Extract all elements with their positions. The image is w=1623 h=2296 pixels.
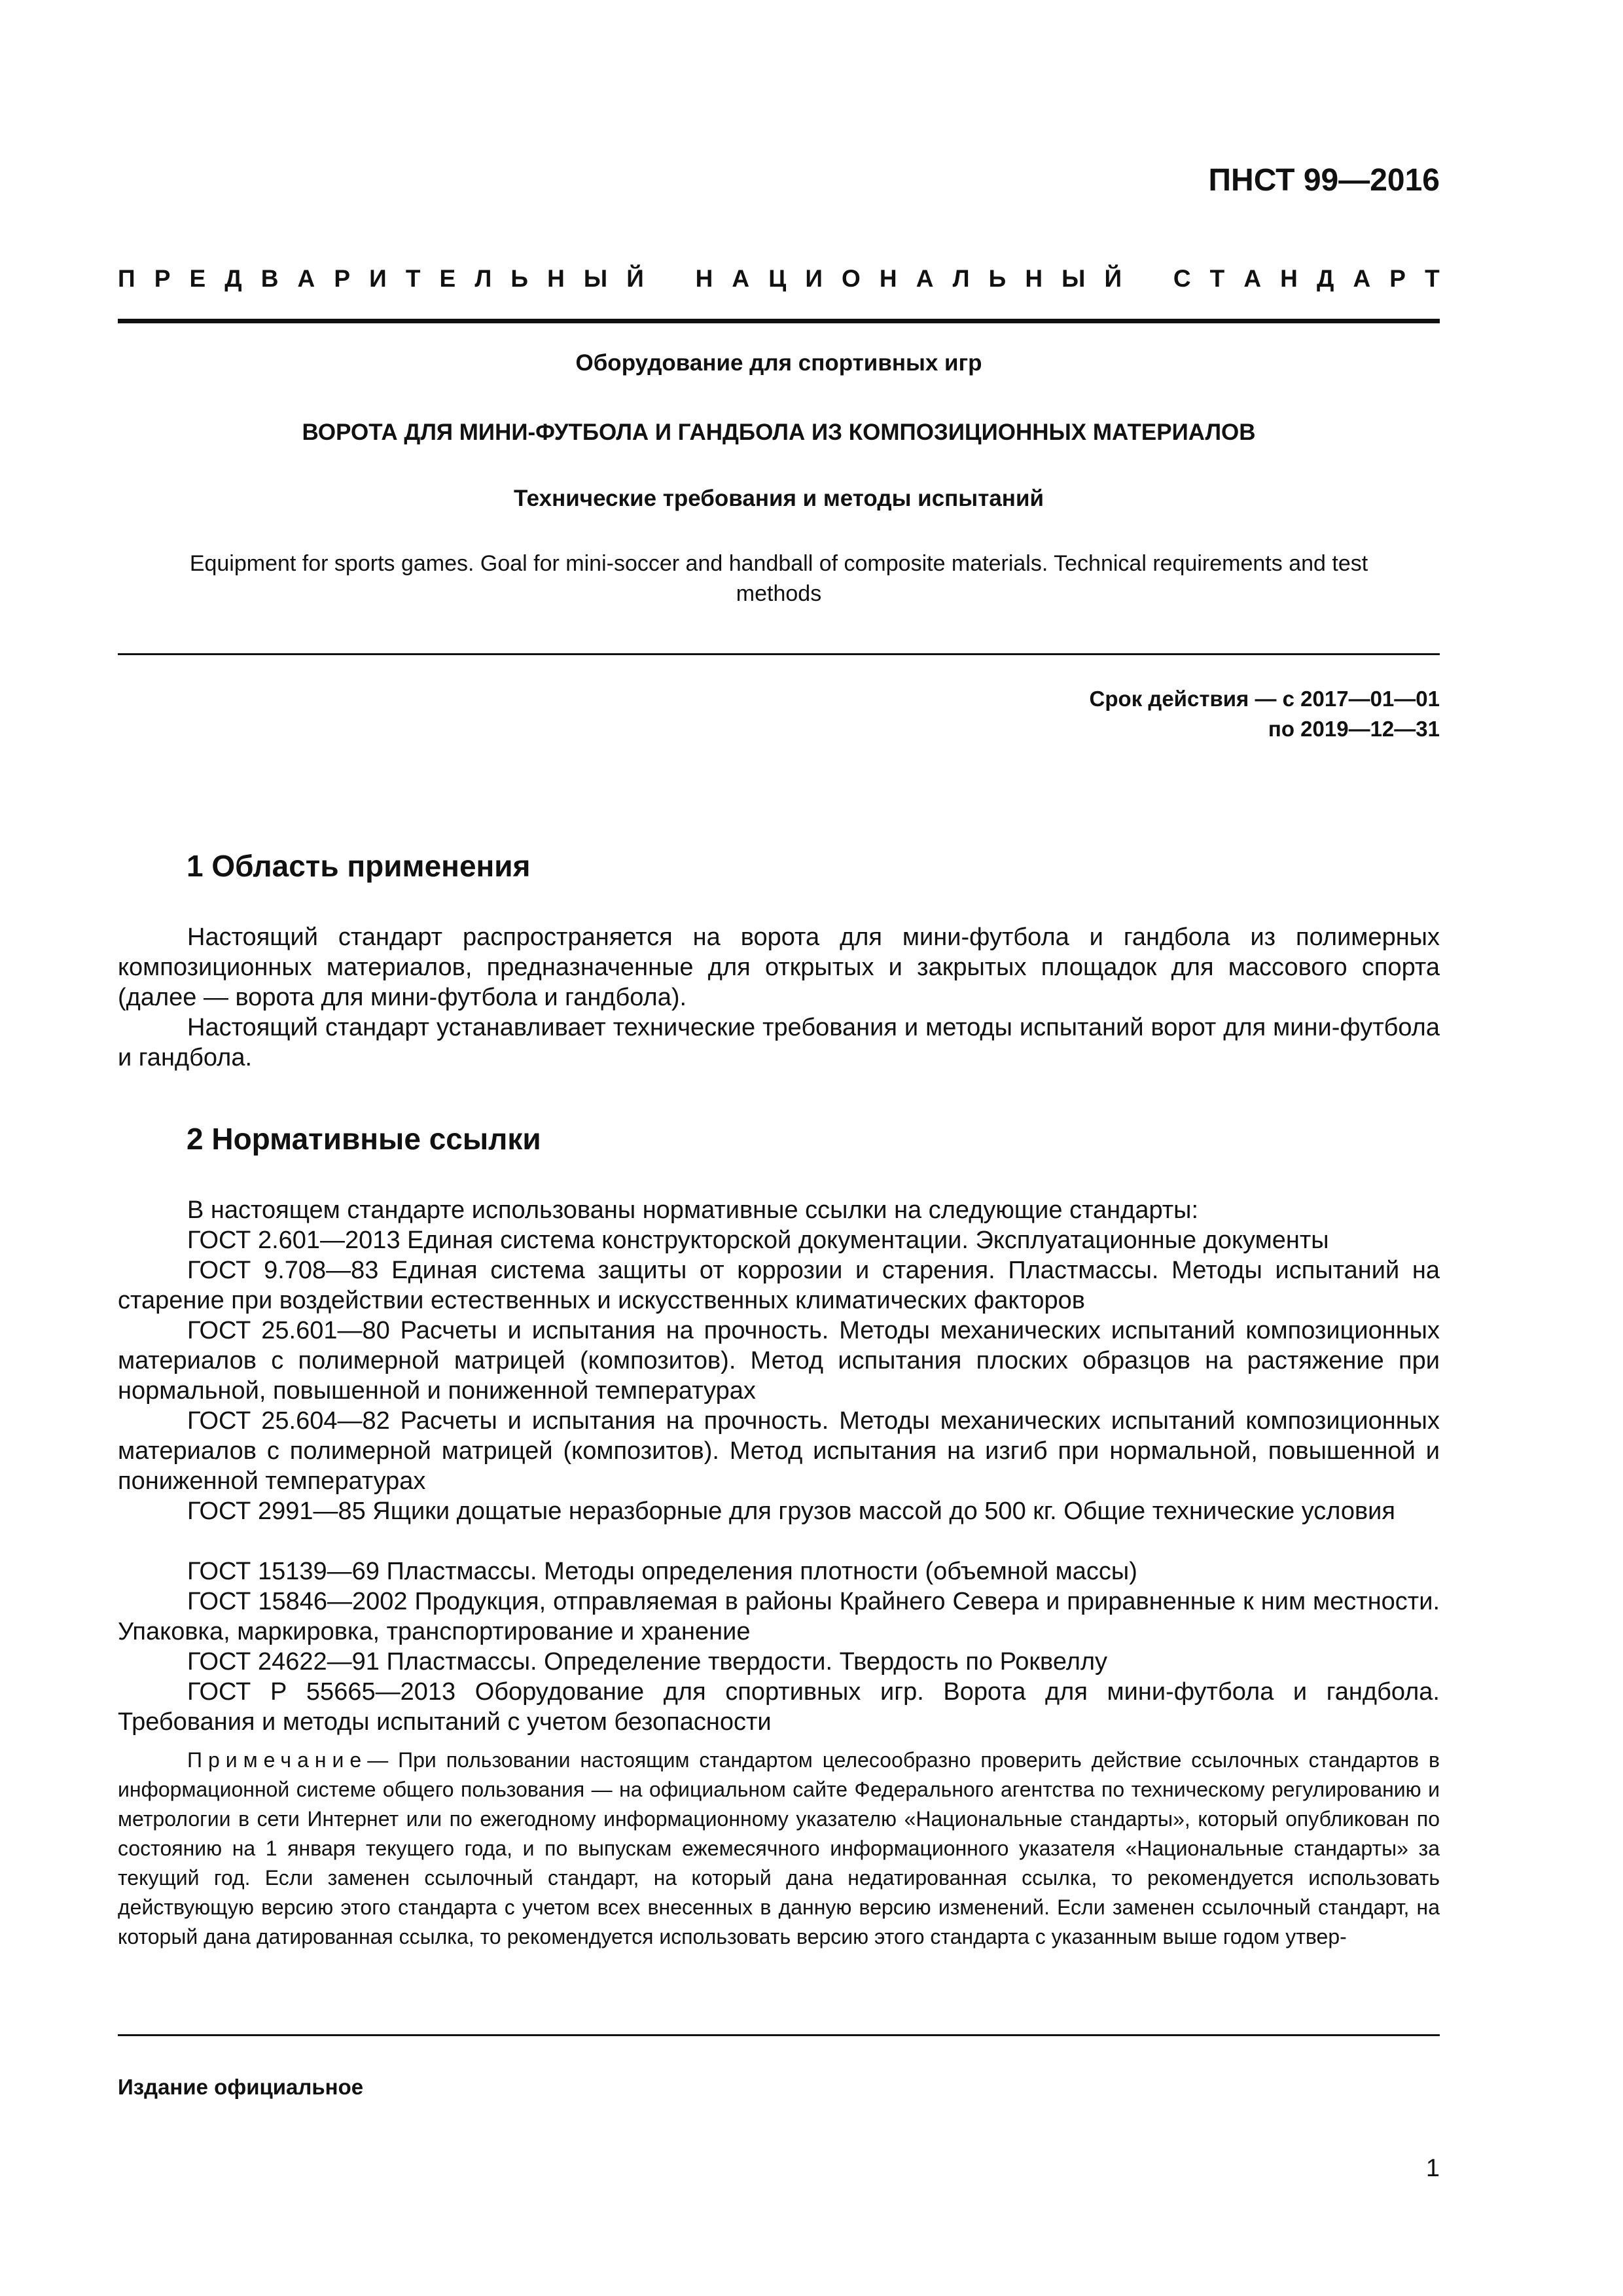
header-rule xyxy=(118,319,1440,323)
standard-kind-letter: Л xyxy=(952,265,970,292)
standard-kind-letter: Т xyxy=(405,265,421,292)
validity-end: по 2019—12—31 xyxy=(1268,717,1440,741)
page-number: 1 xyxy=(1425,2155,1440,2182)
standard-kind-letter: В xyxy=(260,265,279,292)
standard-kind-letter: А xyxy=(732,265,750,292)
standard-kind-letter: Й xyxy=(626,265,644,292)
standard-kind-letter: Р xyxy=(334,265,351,292)
standard-kind-letter: Ы xyxy=(1061,265,1086,292)
standard-kind-letter: Ь xyxy=(988,265,1007,292)
standard-kind-letter: И xyxy=(805,265,823,292)
standard-kind-letter: Ц xyxy=(768,265,787,292)
standard-kind-letter: А xyxy=(1243,265,1262,292)
standard-kind-letter: Д xyxy=(1317,265,1334,292)
standard-kind-letter: Н xyxy=(1280,265,1298,292)
standard-kind-letter: Й xyxy=(1104,265,1122,292)
reference-item: ГОСТ 15139—69 Пластмассы. Методы определения плотности (объемной массы) xyxy=(187,1558,1137,1585)
standard-kind-letter: Н xyxy=(695,265,713,292)
standard-kind-letter: Р xyxy=(154,265,171,292)
title-rule xyxy=(118,653,1440,655)
standard-kind-letter: Е xyxy=(189,265,206,292)
standard-kind-letter: Н xyxy=(1025,265,1043,292)
note-label: Примечание xyxy=(187,1748,368,1772)
standard-kind-letter: Р xyxy=(1389,265,1406,292)
reference-item: ГОСТ 25.604—82 Расчеты и испытания на прочность. Методы механических испытаний композиционных материалов с полимерной матрицей (композитов). Метод испытания на изгиб при нормальной, повышенной и пониженной температурах xyxy=(118,1407,1440,1495)
standard-kind-letter: Ь xyxy=(510,265,528,292)
section-1-paragraph: Настоящий стандарт распространяется на ворота для мини-футбола и гандбола из полимерных композиционных материалов, предназначенные для открытых и закрытых площадок для массового спорта (далее — ворота для мини-футбола и гандбола). xyxy=(118,924,1440,1011)
standard-kind-letter: Н xyxy=(879,265,897,292)
reference-item: ГОСТ 25.601—80 Расчеты и испытания на прочность. Методы механических испытаний композиционных материалов с полимерной матрицей (композитов). Метод испытания плоских образцов на растяжение при нормальной, повышенной и пониженной температурах xyxy=(118,1317,1440,1405)
standard-kind-letter: Н xyxy=(547,265,565,292)
section-1-paragraph: Настоящий стандарт устанавливает технические требования и методы испытаний ворот для мини-футбола и гандбола. xyxy=(118,1014,1440,1071)
main-title: ВОРОТА ДЛЯ МИНИ-ФУТБОЛА И ГАНДБОЛА ИЗ КОМПОЗИЦИОННЫХ МАТЕРИАЛОВ xyxy=(302,420,1256,445)
reference-item: ГОСТ 2991—85 Ящики дощатые неразборные для грузов массой до 500 кг. Общие технические условия xyxy=(187,1498,1395,1525)
standard-kind-letter: Т xyxy=(1425,265,1440,292)
reference-item: ГОСТ Р 55665—2013 Оборудование для спортивных игр. Ворота для мини-футбола и гандбола. Требования и методы испытаний с учетом безопасности xyxy=(118,1678,1440,1736)
standard-kind-letter: О xyxy=(842,265,861,292)
standard-kind-letter: А xyxy=(916,265,934,292)
standard-kind-letter: А xyxy=(1353,265,1371,292)
reference-item: ГОСТ 15846—2002 Продукция, отправляемая в районы Крайнего Севера и приравненные к ним местности. Упаковка, маркировка, транспортирование и хранение xyxy=(118,1588,1440,1645)
standard-kind-letter xyxy=(1141,265,1154,293)
group-title: Оборудование для спортивных игр xyxy=(575,350,982,376)
reference-item: ГОСТ 9.708—83 Единая система защиты от коррозии и старения. Пластмассы. Методы испытаний на старение при воздействии естественных и искусственных климатических факторов xyxy=(118,1257,1440,1314)
standard-kind-letter: Л xyxy=(474,265,492,292)
standard-kind-letter: Ы xyxy=(583,265,608,292)
subtitle: Технические требования и методы испытаний xyxy=(514,486,1044,511)
references-note xyxy=(118,1746,1440,1952)
standard-kind-letter: С xyxy=(1173,265,1191,292)
standard-kind-letter: Д xyxy=(224,265,242,292)
standard-kind-heading xyxy=(118,265,1440,293)
edition-label: Издание официальное xyxy=(118,2075,364,2099)
standard-kind-letter: А xyxy=(297,265,315,292)
standard-kind-letter xyxy=(663,265,677,293)
validity-period xyxy=(1090,684,1440,744)
section-2-heading: 2 Нормативные ссылки xyxy=(187,1122,541,1156)
footer-rule xyxy=(118,2034,1440,2036)
document-page xyxy=(118,0,1440,2296)
section-1-heading: 1 Область применения xyxy=(187,849,531,883)
validity-start: Срок действия — с 2017—01—01 xyxy=(1089,687,1440,711)
reference-item: ГОСТ 2.601—2013 Единая система конструкторской документации. Эксплуатационные документы xyxy=(187,1227,1329,1254)
english-title: Equipment for sports games. Goal for mini-soccer and handball of composite materials. Technical requirements and test methods xyxy=(189,551,1368,606)
standard-kind-letter: Е xyxy=(439,265,456,292)
standard-kind-letter: Т xyxy=(1209,265,1225,292)
note-text: — При пользовании настоящим стандартом целесообразно проверить действие ссылочных стандартов в информационной системе общего пользования — на официальном сайте Федерального агентства по техническому регулированию и метрологии в сети Интернет или по ежегодному информационному указателю «Национальные стандарты», который опубликован по состоянию на 1 января текущего года, и по выпускам ежемесячного информационного указателя «Национальные стандарты» за текущий год. Если заменен ссылочный стандарт, на который дана недатированная ссылка, то рекомендуется использовать действующую версию этого стандарта с учетом всех внесенных в данную версию изменений. Если заменен ссылочный стандарт, на который дана датированная ссылка, то рекомендуется использовать версию этого стандарта с указанным выше годом утвер- xyxy=(118,1748,1440,1948)
standard-kind-letter: П xyxy=(118,265,135,292)
standard-kind-letter: И xyxy=(369,265,387,292)
standard-designation: ПНСТ 99—2016 xyxy=(1208,163,1440,198)
references-intro: В настоящем стандарте использованы нормативные ссылки на следующие стандарты: xyxy=(187,1196,1199,1224)
reference-item: ГОСТ 24622—91 Пластмассы. Определение твердости. Твердость по Роквеллу xyxy=(187,1648,1108,1676)
